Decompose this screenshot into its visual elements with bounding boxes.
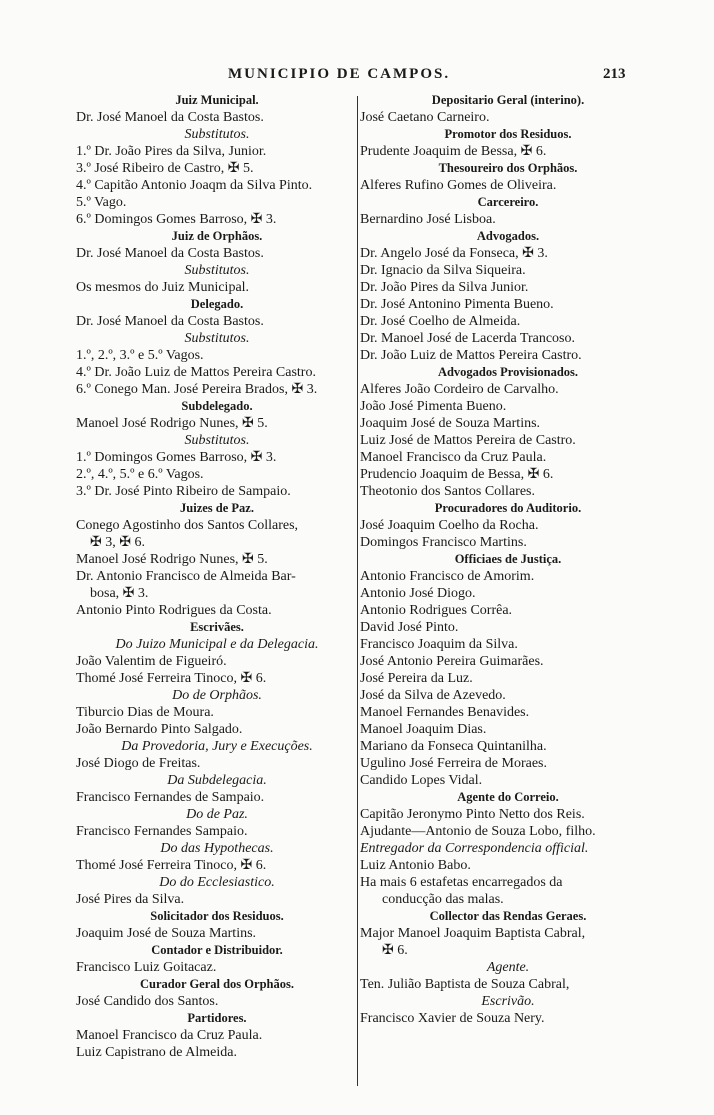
- subheading: Do do Ecclesiastico.: [159, 875, 275, 890]
- entry-line: Dr. Antonio Francisco de Almeida Bar-: [76, 569, 296, 584]
- entry-line: Dr. José Manoel da Costa Bastos.: [76, 314, 264, 329]
- entry-line: Candido Lopes Vidal.: [360, 773, 483, 788]
- entry-line: Joaquim José de Souza Martins.: [360, 416, 541, 431]
- entry-line: José Pereira da Luz.: [360, 671, 473, 686]
- section-heading: Curador Geral dos Orphãos.: [140, 977, 294, 991]
- subheading: Entregador da Correspondencia official.: [360, 841, 589, 856]
- entry-line: José Joaquim Coelho da Rocha.: [360, 518, 539, 533]
- entry-line: Antonio Francisco de Amorim.: [360, 569, 535, 584]
- entry-line: João Bernardo Pinto Salgado.: [76, 722, 243, 737]
- page-title: MUNICIPIO DE CAMPOS.: [228, 66, 451, 82]
- section-heading: Collector das Rendas Geraes.: [429, 909, 587, 923]
- section-heading: Subdelegado.: [181, 399, 253, 413]
- entry-line: 1.º Dr. João Pires da Silva, Junior.: [76, 144, 267, 159]
- entry-line: Ajudante—Antonio de Souza Lobo, filho.: [360, 824, 596, 839]
- entry-line: Prudente Joaquim de Bessa, ✠ 6.: [360, 144, 547, 159]
- entry-line: 3.º Dr. José Pinto Ribeiro de Sampaio.: [76, 484, 291, 499]
- entry-line: 5.º Vago.: [76, 195, 127, 210]
- entry-line: Dr. Ignacio da Silva Siqueira.: [360, 263, 526, 278]
- subheading: Agente.: [486, 960, 530, 975]
- entry-line: Antonio Pinto Rodrigues da Costa.: [76, 603, 272, 618]
- entry-line: José Caetano Carneiro.: [360, 110, 490, 125]
- entry-line: Manoel Fernandes Benavides.: [360, 705, 530, 720]
- entry-line: Thomé José Ferreira Tinoco, ✠ 6.: [76, 671, 267, 686]
- entry-line: Francisco Fernandes Sampaio.: [76, 824, 248, 839]
- subheading: Da Subdelegacia.: [167, 773, 267, 788]
- entry-line: José Candido dos Santos.: [76, 994, 219, 1009]
- entry-line: Capitão Jeronymo Pinto Netto dos Reis.: [360, 807, 585, 822]
- entry-line: Luiz Capistrano de Almeida.: [76, 1045, 237, 1060]
- section-heading: Juiz de Orphãos.: [171, 229, 263, 243]
- entry-continuation: ✠ 6.: [382, 943, 408, 958]
- section-heading: Juiz Municipal.: [175, 93, 259, 107]
- entry-line: Thomé José Ferreira Tinoco, ✠ 6.: [76, 858, 267, 873]
- entry-line: Dr. José Manoel da Costa Bastos.: [76, 246, 264, 261]
- entry-line: Ha mais 6 estafetas encarregados da: [360, 875, 563, 890]
- section-heading: Contador e Distribuidor.: [151, 943, 283, 957]
- section-heading: Carcereiro.: [477, 195, 539, 209]
- subheading: Substitutos.: [184, 127, 250, 142]
- subheading: Da Provedoria, Jury e Execuções.: [121, 739, 313, 754]
- section-heading: Agente do Correio.: [457, 790, 559, 804]
- entry-line: Dr. José Coelho de Almeida.: [360, 314, 521, 329]
- entry-line: José Diogo de Freitas.: [76, 756, 201, 771]
- entry-line: Dr. José Manoel da Costa Bastos.: [76, 110, 264, 125]
- entry-line: Luiz José de Mattos Pereira de Castro.: [360, 433, 576, 448]
- entry-line: Mariano da Fonseca Quintanilha.: [360, 739, 547, 754]
- subheading: Substitutos.: [184, 331, 250, 346]
- entry-line: Major Manoel Joaquim Baptista Cabral,: [360, 926, 586, 941]
- entry-line: Dr. José Antonino Pimenta Bueno.: [360, 297, 554, 312]
- section-heading: Officiaes de Justiça.: [454, 552, 562, 566]
- entry-line: Ugulino José Ferreira de Moraes.: [360, 756, 548, 771]
- entry-line: Luiz Antonio Babo.: [360, 858, 471, 873]
- section-heading: Delegado.: [190, 297, 244, 311]
- section-heading: Depositario Geral (interino).: [431, 93, 585, 107]
- page-number: 213: [603, 66, 626, 82]
- entry-line: David José Pinto.: [360, 620, 459, 635]
- entry-line: Manoel Francisco da Cruz Paula.: [360, 450, 547, 465]
- entry-line: Alferes Rufino Gomes de Oliveira.: [360, 178, 557, 193]
- section-heading: Promotor dos Residuos.: [444, 127, 572, 141]
- subheading: Substitutos.: [184, 433, 250, 448]
- entry-line: 1.º Domingos Gomes Barroso, ✠ 3.: [76, 450, 277, 465]
- section-heading: Procuradores do Auditorio.: [434, 501, 582, 515]
- entry-line: Dr. João Luiz de Mattos Pereira Castro.: [360, 348, 582, 363]
- entry-line: Os mesmos do Juiz Municipal.: [76, 280, 250, 295]
- entry-line: João José Pimenta Bueno.: [360, 399, 507, 414]
- entry-line: Theotonio dos Santos Collares.: [360, 484, 535, 499]
- entry-line: Manoel Joaquim Dias.: [360, 722, 487, 737]
- subheading: Escrivão.: [481, 994, 535, 1009]
- entry-line: 3.º José Ribeiro de Castro, ✠ 5.: [76, 161, 254, 176]
- entry-line: Tiburcio Dias de Moura.: [76, 705, 214, 720]
- entry-line: Manoel Francisco da Cruz Paula.: [76, 1028, 263, 1043]
- entry-line: 4.º Dr. João Luiz de Mattos Pereira Castro.: [76, 365, 316, 380]
- entry-line: Antonio José Diogo.: [360, 586, 476, 601]
- entry-line: 6.º Conego Man. José Pereira Brados, ✠ 3.: [76, 382, 318, 397]
- section-heading: Advogados.: [476, 229, 540, 243]
- entry-line: João Valentim de Figueiró.: [76, 654, 227, 669]
- entry-line: Joaquim José de Souza Martins.: [76, 926, 257, 941]
- entry-line: Prudencio Joaquim de Bessa, ✠ 6.: [360, 467, 554, 482]
- entry-line: Dr. Angelo José da Fonseca, ✠ 3.: [360, 246, 548, 261]
- section-heading: Partidores.: [187, 1011, 247, 1025]
- subheading: Do das Hypothecas.: [160, 841, 274, 856]
- entry-line: Dr. Manoel José de Lacerda Trancoso.: [360, 331, 576, 346]
- entry-continuation: conducção das malas.: [382, 892, 504, 907]
- entry-line: Alferes João Cordeiro de Carvalho.: [360, 382, 559, 397]
- subheading: Do de Orphãos.: [172, 688, 262, 703]
- entry-line: 1.º, 2.º, 3.º e 5.º Vagos.: [76, 348, 204, 363]
- entry-line: Conego Agostinho dos Santos Collares,: [76, 518, 299, 533]
- section-heading: Advogados Provisionados.: [437, 365, 579, 379]
- section-heading: Escrivães.: [190, 620, 244, 634]
- entry-line: Francisco Luiz Goitacaz.: [76, 960, 217, 975]
- entry-line: Dr. João Pires da Silva Junior.: [360, 280, 529, 295]
- entry-line: 6.º Domingos Gomes Barroso, ✠ 3.: [76, 212, 277, 227]
- entry-line: Francisco Joaquim da Silva.: [360, 637, 518, 652]
- entry-line: José da Silva de Azevedo.: [360, 688, 506, 703]
- entry-line: Manoel José Rodrigo Nunes, ✠ 5.: [76, 416, 268, 431]
- entry-line: 2.º, 4.º, 5.º e 6.º Vagos.: [76, 467, 204, 482]
- entry-line: Antonio Rodrigues Corrêa.: [360, 603, 513, 618]
- subheading: Substitutos.: [184, 263, 250, 278]
- page-header: [0, 66, 714, 86]
- entry-continuation: bosa, ✠ 3.: [90, 586, 149, 601]
- entry-line: Ten. Julião Baptista de Souza Cabral,: [360, 977, 570, 992]
- right-column: [360, 92, 656, 1027]
- entry-line: Francisco Fernandes de Sampaio.: [76, 790, 265, 805]
- subheading: Do de Paz.: [186, 807, 248, 822]
- section-heading: Thesoureiro dos Orphãos.: [438, 161, 578, 175]
- left-column: [76, 92, 358, 1061]
- entry-line: Domingos Francisco Martins.: [360, 535, 527, 550]
- entry-line: Manoel José Rodrigo Nunes, ✠ 5.: [76, 552, 268, 567]
- entry-line: José Antonio Pereira Guimarães.: [360, 654, 544, 669]
- entry-line: Bernardino José Lisboa.: [360, 212, 496, 227]
- entry-line: José Pires da Silva.: [76, 892, 185, 907]
- entry-line: Francisco Xavier de Souza Nery.: [360, 1011, 545, 1026]
- entry-line: 4.º Capitão Antonio Joaqm da Silva Pinto.: [76, 178, 313, 193]
- subheading: Do Juizo Municipal e da Delegacia.: [115, 637, 319, 652]
- entry-continuation: ✠ 3, ✠ 6.: [90, 535, 145, 550]
- section-heading: Solicitador dos Residuos.: [150, 909, 284, 923]
- section-heading: Juizes de Paz.: [180, 501, 254, 515]
